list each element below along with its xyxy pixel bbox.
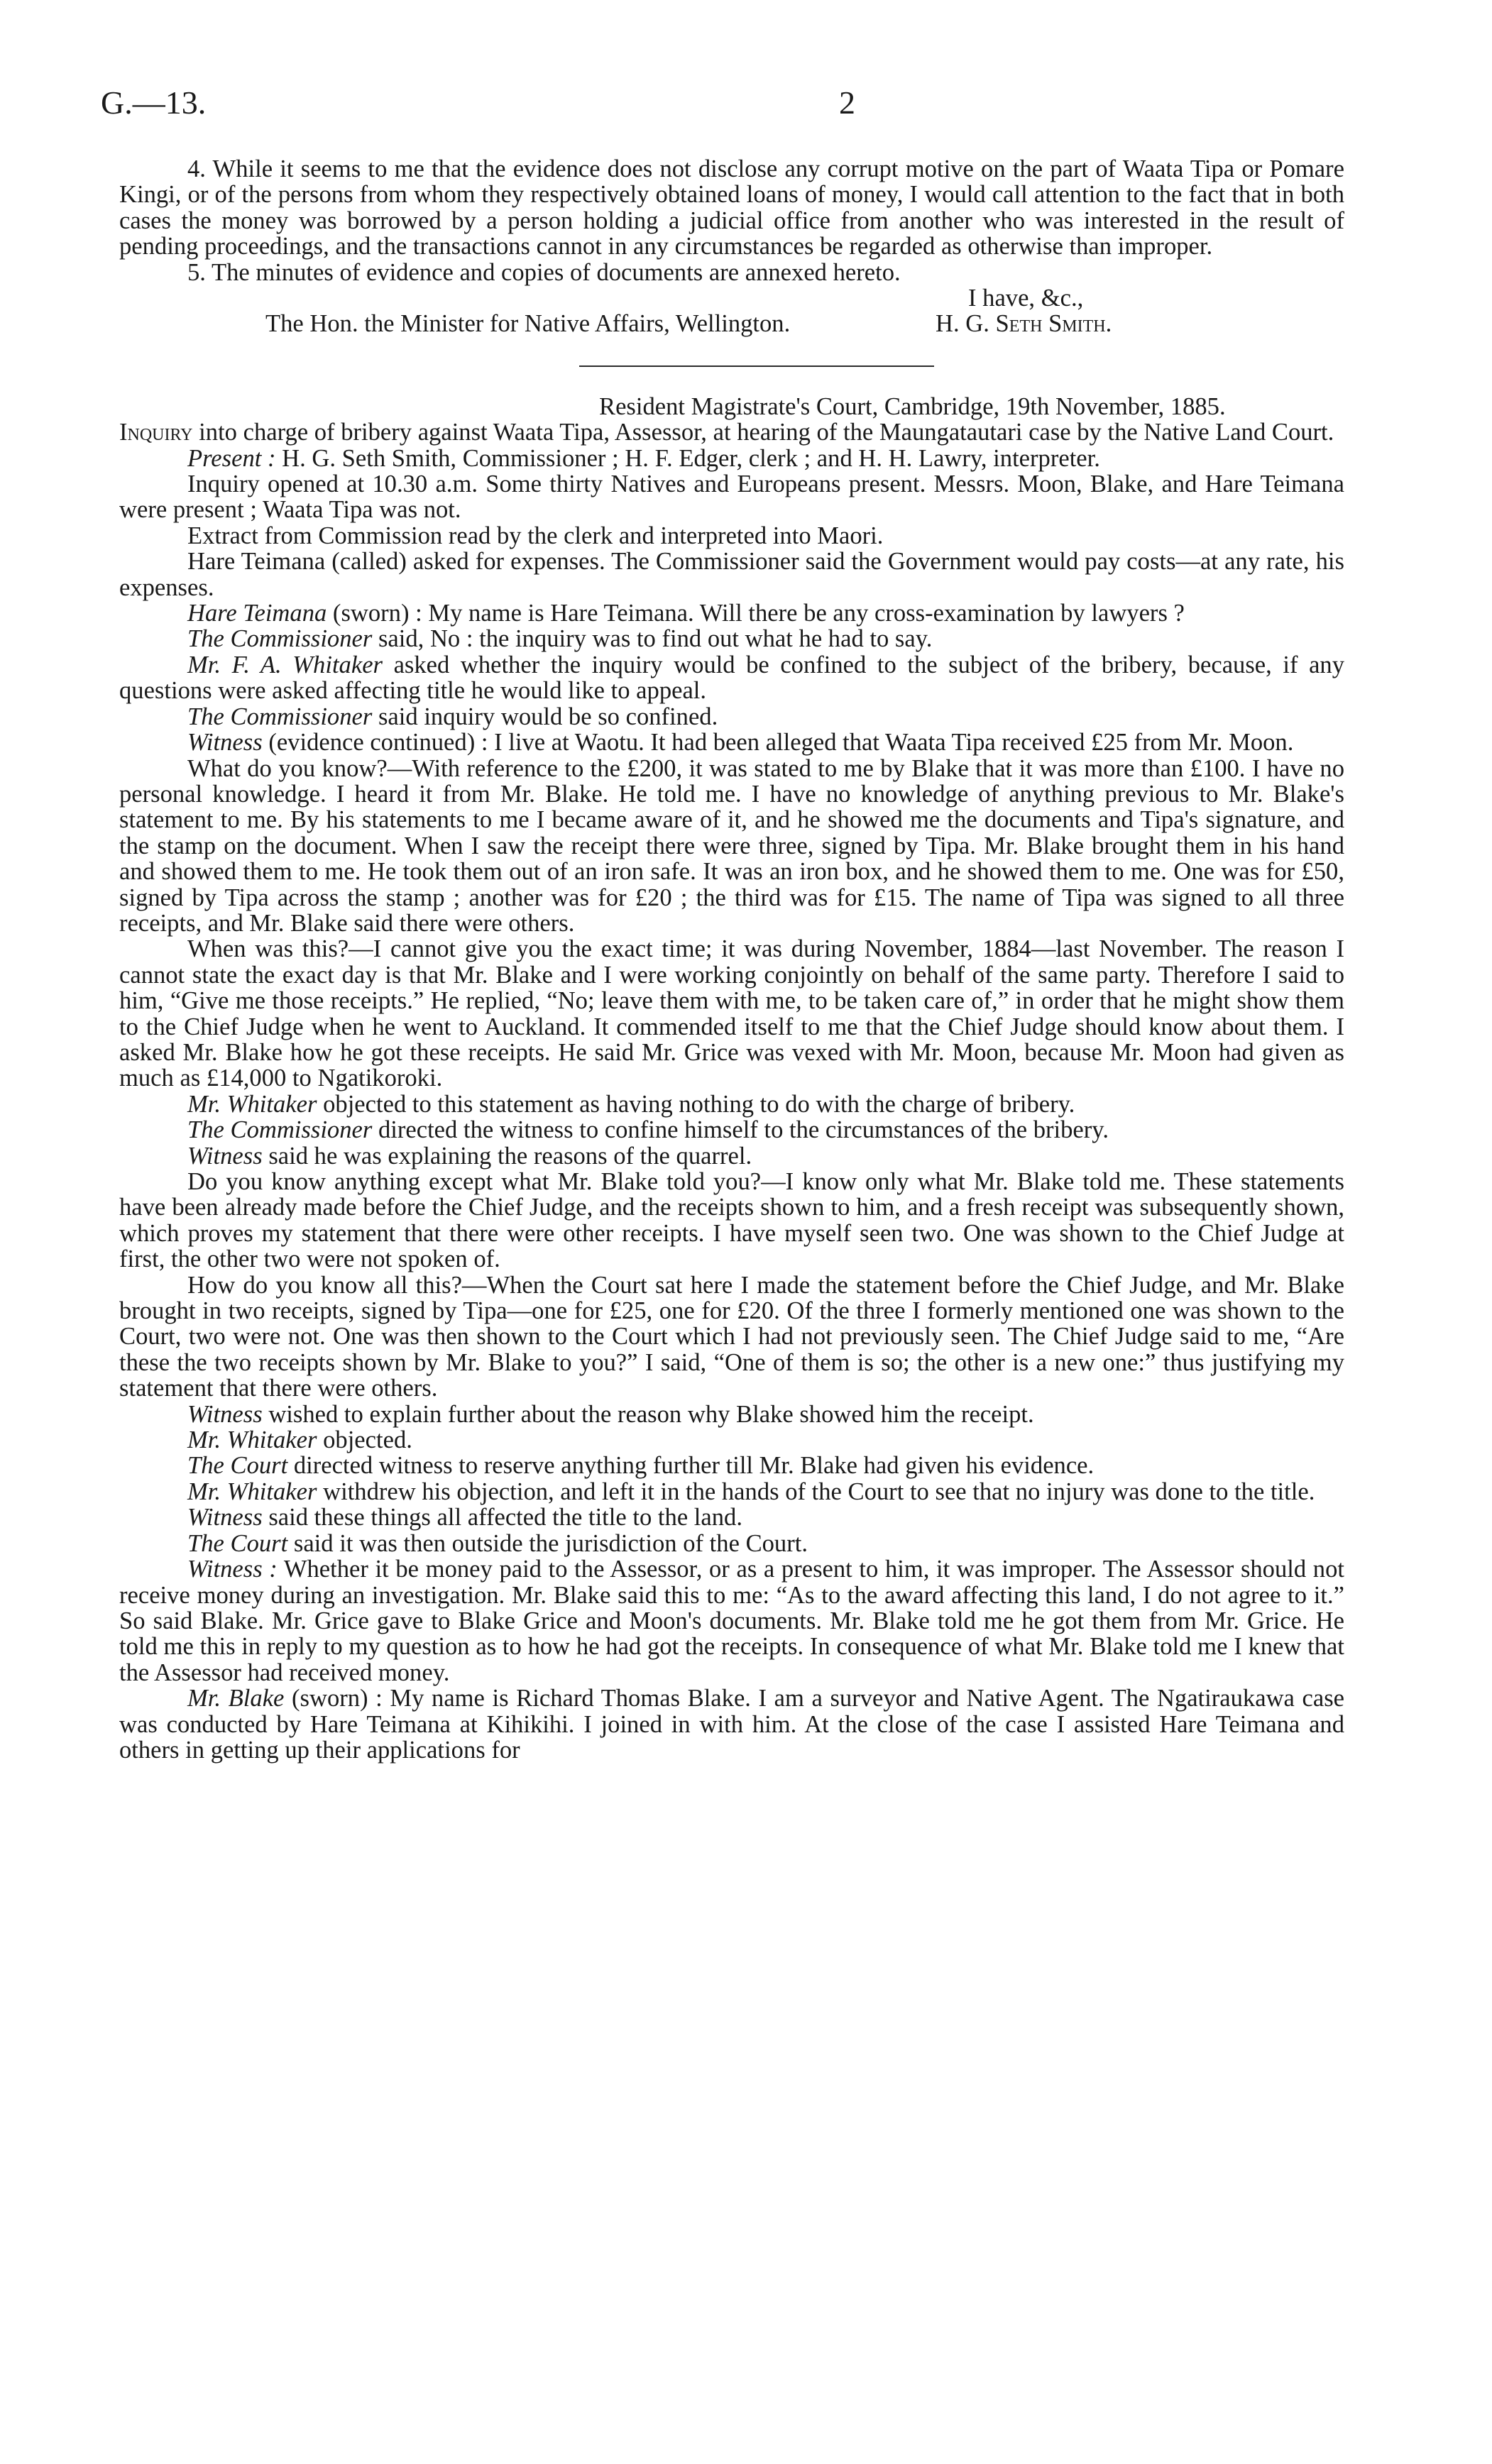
speaker-label: Witness (187, 1400, 263, 1428)
speech-text: (evidence continued) : I live at Waotu. It had been alleged that Waata Tipa received £25 from Mr. Moon. (262, 729, 1294, 757)
witness-continued (119, 730, 1344, 755)
expenses-paragraph: Hare Teimana (called) asked for expenses. The Commissioner said the Government would pay costs—at any rate, his expenses. (119, 548, 1344, 601)
signature-initials: H. G. (936, 310, 989, 338)
speaker-label: The Court (187, 1529, 288, 1557)
paragraph-5: 5. The minutes of evidence and copies of documents are annexed hereto. (187, 258, 901, 286)
speech-text: said he was explaining the reasons of the quarrel. (262, 1142, 752, 1170)
commissioner-directed (119, 1117, 1344, 1143)
opened-paragraph: Inquiry opened at 10.30 a.m. Some thirty Natives and Europeans present. Messrs. Moon, Blake, and Hare Teimana were present ; Waata Tipa was not. (119, 471, 1344, 524)
speech-text: objected. (317, 1426, 412, 1454)
speech-text: withdrew his objection, and left it in the hands of the Court to see that no injury was done to the title. (317, 1478, 1315, 1505)
speech-text: (sworn) : My name is Richard Thomas Blake. I am a surveyor and Native Agent. The Ngatiraukawa case was conducted by Hare Teimana at Kihikihi. I joined in with him. At the close of the case I assisted Hare Teimana and others in getting up their applications for (119, 1685, 1344, 1764)
speaker-label: Hare Teimana (187, 600, 327, 627)
whitaker-objected (119, 1427, 1344, 1453)
court-outside (119, 1531, 1344, 1556)
signature-row (119, 311, 1344, 336)
document-body (119, 156, 1344, 1763)
present-label: Present : (187, 444, 276, 472)
speech-text: directed witness to reserve anything further till Mr. Blake had given his evidence. (287, 1452, 1095, 1480)
witness-title (119, 1505, 1344, 1530)
speaker-label: Mr. Whitaker (187, 1090, 317, 1118)
speaker-label: Mr. Whitaker (187, 1478, 317, 1505)
question-when: When was this?—I cannot give you the exact time; it was during November, 1884—last November. The reason I cannot state the exact day is that Mr. Blake and I were working conjointly on behalf of the same party. Therefore I said to him, “Give me those receipts.” He replied, “No; leave them with me, to be taken care of,” in order that he might show them to the Chief Judge when he went to Auckland. It commended itself to me that the Chief Judge should know about them. I asked Mr. Blake how he got these receipts. He said Mr. Grice was vexed with Mr. Moon, because Mr. Moon had given as much as £14,000 to Ngatikoroki. (119, 935, 1344, 1092)
speech-text: objected to this statement as having nothing to do with the charge of bribery. (317, 1090, 1075, 1118)
page-header (101, 84, 1326, 133)
whitaker-objected-statement (119, 1091, 1344, 1117)
speech-text: said inquiry would be so confined. (372, 703, 718, 730)
addressee: The Hon. the Minister for Native Affairs, Wellington. (265, 310, 791, 338)
speech-text: (sworn) : My name is Hare Teimana. Will there be any cross-examination by lawyers ? (327, 600, 1185, 627)
paragraph-4: 4. While it seems to me that the evidence does not disclose any corrupt motive on the part of Waata Tipa or Pomare Kingi, or of the persons from whom they respectively obtained loans of money, I would call attention to the fact that in both cases the money was borrowed by a person holding a judicial office from another who was interested in the result of pending proceedings, and the transactions cannot in any circumstances be regarded as otherwise than improper. (119, 155, 1344, 260)
closing-line: I have, &c., (968, 285, 1084, 312)
blake-sworn (119, 1685, 1344, 1763)
document-code: G.—13. (101, 84, 207, 121)
speech-text: Whether it be money paid to the Assessor, or as a present to him, it was improper. The Assessor should not receive money during an investigation. Mr. Blake said this to me: “As to the award affecting this land, I do not agree to it.” So said Blake. Mr. Grice gave to Blake Grice and Moon's documents. Mr. Blake told me he got them from Mr. Grice. He told me this in reply to my question as to how he had got the receipts. In consequence of what Mr. Blake told me I knew that the Assessor had received money. (119, 1556, 1344, 1686)
speaker-label: Witness (187, 729, 263, 757)
inquiry-text: into charge of bribery against Waata Tipa, Assessor, at hearing of the Maungatautari case by the Native Land Court. (192, 419, 1334, 446)
signature (936, 311, 1112, 336)
hare-teimana-sworn (119, 600, 1344, 626)
speech-text: said, No : the inquiry was to find out what he had to say. (372, 625, 933, 653)
speech-text: asked whether the inquiry would be confined to the subject of the bribery, because, if any questions were asked affecting title he would like to appeal. (119, 651, 1344, 705)
speaker-label: Mr. Whitaker (187, 1426, 317, 1454)
signature-name: Seth Smith. (995, 310, 1112, 338)
speech-text: said these things all affected the title to the land. (262, 1504, 742, 1531)
speech-text: directed the witness to confine himself to the circumstances of the bribery. (372, 1116, 1109, 1144)
speaker-label: The Court (187, 1452, 288, 1480)
speech-text: wished to explain further about the reason why Blake showed him the receipt. (262, 1400, 1034, 1428)
commissioner-confined (119, 704, 1344, 730)
commissioner-no (119, 626, 1344, 651)
speaker-label: Witness (187, 1504, 263, 1531)
whitaker-asked (119, 652, 1344, 704)
question-what-know: What do you know?—With reference to the £200, it was stated to me by Blake that it was more than £100. I have no personal knowledge. I heard it from Mr. Blake. He told me. I have no knowledge of anything previous to Mr. Blake's statement to me. By his statements to me I became aware of it, and he showed me the documents and Tipa's signature, and the stamp on the document. When I saw the receipt there were three, signed by Tipa. Mr. Blake brought them in his hand and showed them to me. He took them out of an iron safe. It was an iron box, and he showed them to me. One was for £50, signed by Tipa across the stamp ; another was for £20 ; the third was for £15. The name of Tipa was signed to all three receipts, and Mr. Blake said there were others. (119, 754, 1344, 937)
court-dateline: Resident Magistrate's Court, Cambridge, 19th November, 1885. (599, 392, 1226, 420)
witness-wished (119, 1402, 1344, 1427)
inquiry-word: Inquiry (119, 419, 193, 446)
witness-explaining (119, 1143, 1344, 1169)
speaker-label: The Commissioner (187, 625, 373, 653)
extract-paragraph: Extract from Commission read by the clerk and interpreted into Maori. (187, 522, 884, 549)
speaker-label: Witness (187, 1142, 263, 1170)
present-paragraph (119, 446, 1344, 471)
question-anything: Do you know anything except what Mr. Blake told you?—I know only what Mr. Blake told me. These statements have been already made before the Chief Judge, and the receipts shown to him, and a fresh receipt was subsequently shown, which proves my statement that there were other receipts. I have myself seen two. One was shown to the Chief Judge at first, the other two were not spoken of. (119, 1168, 1344, 1273)
question-how: How do you know all this?—When the Court sat here I made the statement before the Chief Judge, and Mr. Blake brought in two receipts, signed by Tipa—one for £25, one for £20. Of the three I formerly mentioned one was shown to the Court, two were not. One was then shown to the Court which I had not previously seen. The Chief Judge said to me, “Are these the two receipts shown by Mr. Blake to you?” I said, “One of them is so; the other is a new one:” thus justifying my statement that there were others. (119, 1271, 1344, 1402)
speaker-label: The Commissioner (187, 1116, 373, 1144)
section-divider (579, 365, 934, 367)
speaker-label: Witness : (187, 1556, 278, 1583)
inquiry-heading (119, 419, 1344, 445)
speaker-label: The Commissioner (187, 703, 373, 730)
witness-improper (119, 1556, 1344, 1685)
court-directed (119, 1453, 1344, 1478)
page-number: 2 (839, 84, 855, 121)
speaker-label: Mr. Blake (187, 1685, 285, 1712)
whitaker-withdrew (119, 1479, 1344, 1505)
speaker-label: Mr. F. A. Whitaker (187, 651, 383, 678)
present-text: H. G. Seth Smith, Commissioner ; H. F. Edger, clerk ; and H. H. Lawry, interpreter. (275, 444, 1100, 472)
speech-text: said it was then outside the jurisdiction of the Court. (287, 1529, 808, 1557)
